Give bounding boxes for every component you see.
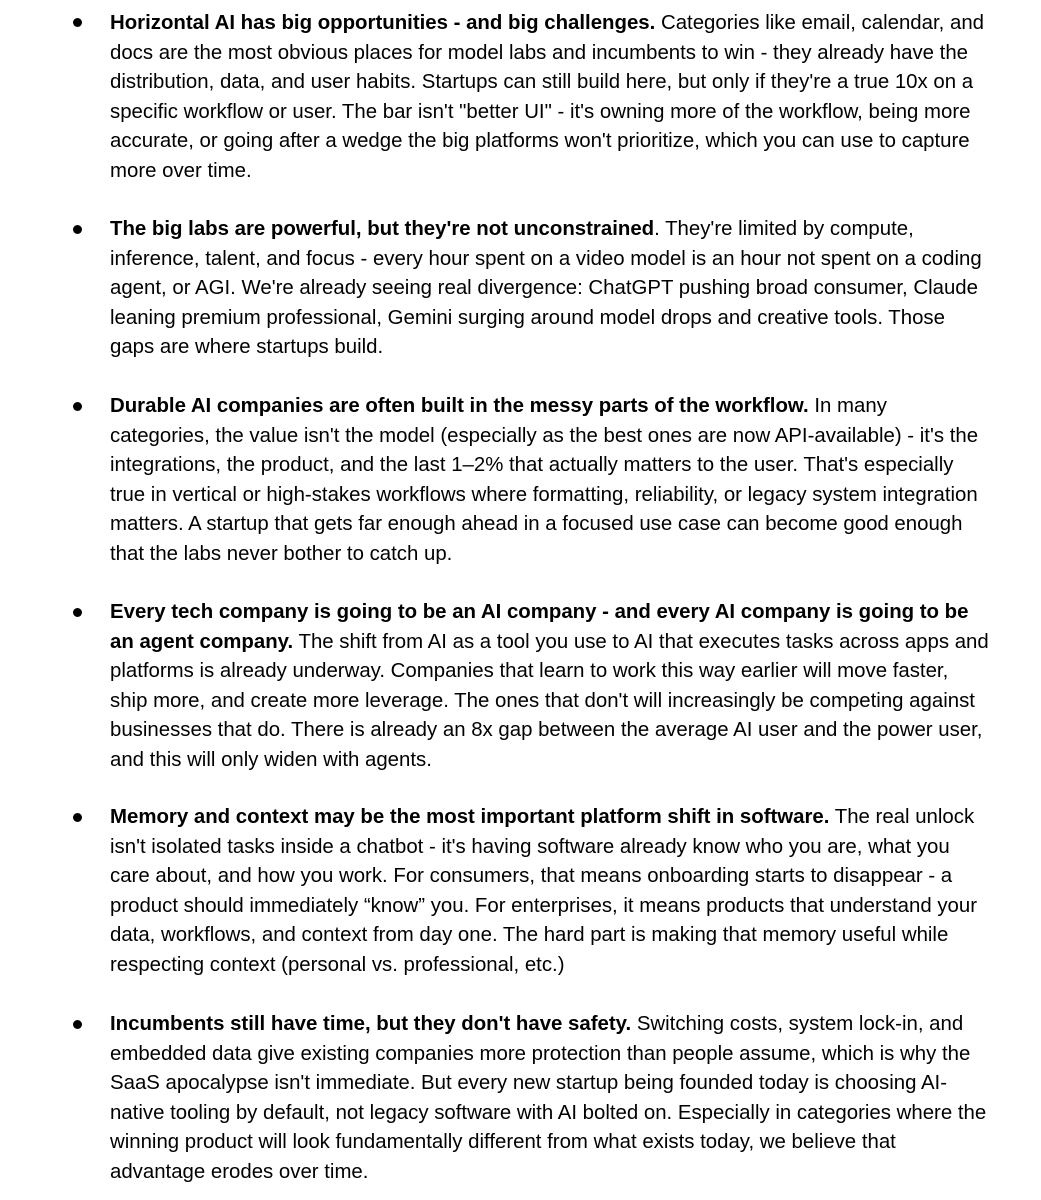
bullet-body: In many categories, the value isn't the model (especially as the best ones are now API-available) - it's the integrations, the product, and the last 1–2% that actually matters to the user. That's especially true in vertical or high-stakes workflows where formatting, reliability, or legacy system integration matters. A startup that gets far enough ahead in a focused use case can become good enough that the labs never bother to catch up. — [110, 395, 979, 565]
bullet-lead: Incumbents still have time, but they don't have safety. — [110, 1013, 632, 1035]
bullet-body: Categories like email, calendar, and docs are the most obvious places for model labs and incumbents to win - they already have the distribution, data, and user habits. Startups can still build here, but only if they're a true 10x on a specific workflow or user. The bar isn't "better UI" - it's owning more of the workflow, being more accurate, or going after a wedge the big platforms won't prioritize, which you can use to capture more over time. — [110, 12, 984, 182]
bullet-body: The real unlock isn't isolated tasks inside a chatbot - it's having software already know who you are, what you care about, and how you work. For consumers, that means onboarding starts to disappear - a product should immediately “know” you. For enterprises, it means products that understand your data, workflows, and context from day one. The hard part is making that memory useful while respecting context (personal vs. professional, etc.) — [110, 806, 978, 976]
bullet-paragraph — [110, 392, 990, 569]
bullet-dot-icon — [73, 813, 82, 822]
bullet-body: Switching costs, system lock-in, and embedded data give existing companies more protection than people assume, which is why the SaaS apocalypse isn't immediate. But every new startup being founded today is choosing AI-native tooling by default, not legacy software with AI bolted on. Especially in categories where the winning product will look fundamentally different from what exists today, we believe that advantage erodes over time. — [110, 1013, 987, 1183]
bullet-paragraph — [110, 9, 990, 186]
bullet-dot-icon — [73, 1020, 82, 1029]
bullet-dot-icon — [73, 225, 82, 234]
bullet-dot-icon — [73, 608, 82, 617]
bullet-body: The shift from AI as a tool you use to AI that executes tasks across apps and platforms is already underway. Companies that learn to work this way earlier will move faster, ship more, and create more leverage. The ones that don't will increasingly be competing against businesses that do. There is already an 8x gap between the average AI user and the power user, and this will only widen with agents. — [110, 630, 989, 771]
bullet-lead: The big labs are powerful, but they're not unconstrained — [110, 218, 655, 240]
bullet-lead: Horizontal AI has big opportunities - and big challenges. — [110, 12, 656, 34]
bullet-paragraph — [110, 1010, 990, 1187]
bullet-lead: Durable AI companies are often built in the messy parts of the workflow. — [110, 395, 809, 417]
bullet-body: . They're limited by compute, inference, talent, and focus - every hour spent on a video model is an hour not spent on a coding agent, or AGI. We're already seeing real divergence: ChatGPT pushing broad consumer, Claude leaning premium professional, Gemini surging around model drops and creative tools. Those gaps are where startups build. — [110, 218, 982, 358]
bullet-lead: Memory and context may be the most important platform shift in software. — [110, 806, 830, 828]
bullet-paragraph — [110, 598, 990, 775]
bullet-paragraph — [110, 803, 990, 980]
bullet-dot-icon — [73, 18, 82, 27]
bullet-paragraph — [110, 215, 990, 363]
bullet-dot-icon — [73, 402, 82, 411]
bullet-lead: Every tech company is going to be an AI company - and every AI company is going to be an agent company. — [110, 601, 969, 653]
